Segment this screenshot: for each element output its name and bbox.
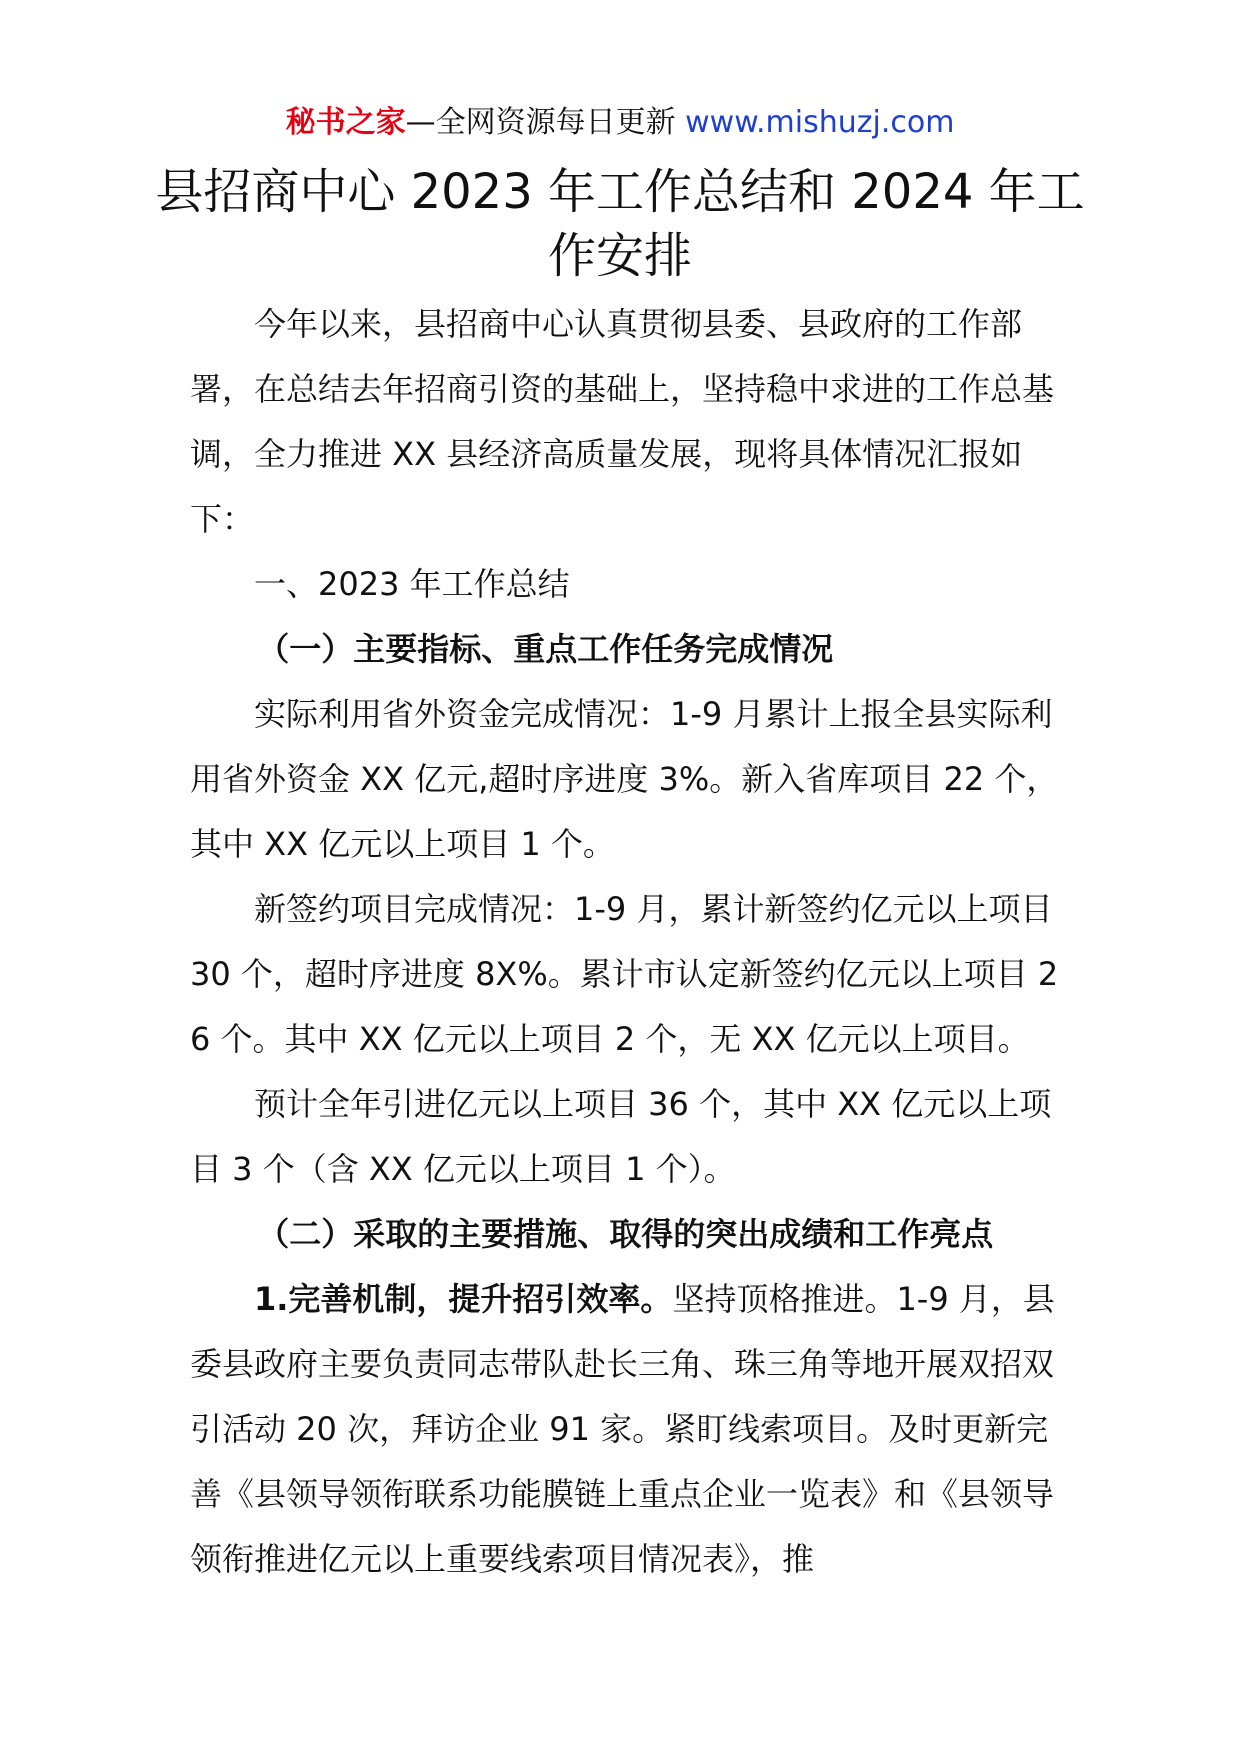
brand-name: 秘书之家 <box>285 105 406 140</box>
document-title: 县招商中心 2023 年工作总结和 2024 年工作安排 <box>155 164 1085 284</box>
paragraph-investment: 实际利用省外资金完成情况：1-9 月累计上报全县实际利用省外资金 XX 亿元,超时序进度 3%。新入省库项目 22 个，其中 XX 亿元以上项目 1 个。 <box>190 695 1059 863</box>
mechanism-text: 坚持顶格推进。1-9 月，县委县政府主要负责同志带队赴长三角、珠三角等地开展双招双引活动 20 次，拜访企业 91 家。紧盯线索项目。及时更新完善《县领导领衔联系功能膜链上重点企业一览表》和《县领导领衔推进亿元以上重要线索项目情况表》，推 <box>190 1280 1055 1578</box>
site-url-link[interactable]: www.mishuzj.com <box>685 105 955 140</box>
intro-paragraph: 今年以来，县招商中心认真贯彻县委、县政府的工作部署，在总结去年招商引资的基础上，坚持稳中求进的工作总基调，全力推进 XX 县经济高质量发展，现将具体情况汇报如下： <box>190 305 1055 538</box>
paragraph-new-projects: 新签约项目完成情况：1-9 月，累计新签约亿元以上项目 30 个，超时序进度 8X%。累计市认定新签约亿元以上项目 26 个。其中 XX 亿元以上项目 2 个，无 XX 亿元以上项目。 <box>190 890 1059 1058</box>
document-body <box>190 292 1070 1592</box>
section-heading-1: 一、2023 年工作总结 <box>254 565 570 603</box>
paragraph-mechanism <box>190 1267 1070 1592</box>
banner-tagline: —全网资源每日更新 <box>405 105 686 140</box>
site-banner <box>0 100 1240 146</box>
mechanism-lead: 1.完善机制，提升招引效率。 <box>254 1280 673 1318</box>
subsection-heading-1: （一）主要指标、重点工作任务完成情况 <box>257 630 834 668</box>
subsection-heading-2: （二）采取的主要措施、取得的突出成绩和工作亮点 <box>257 1215 994 1253</box>
paragraph-forecast: 预计全年引进亿元以上项目 36 个，其中 XX 亿元以上项目 3 个（含 XX 亿元以上项目 1 个）。 <box>190 1085 1052 1188</box>
